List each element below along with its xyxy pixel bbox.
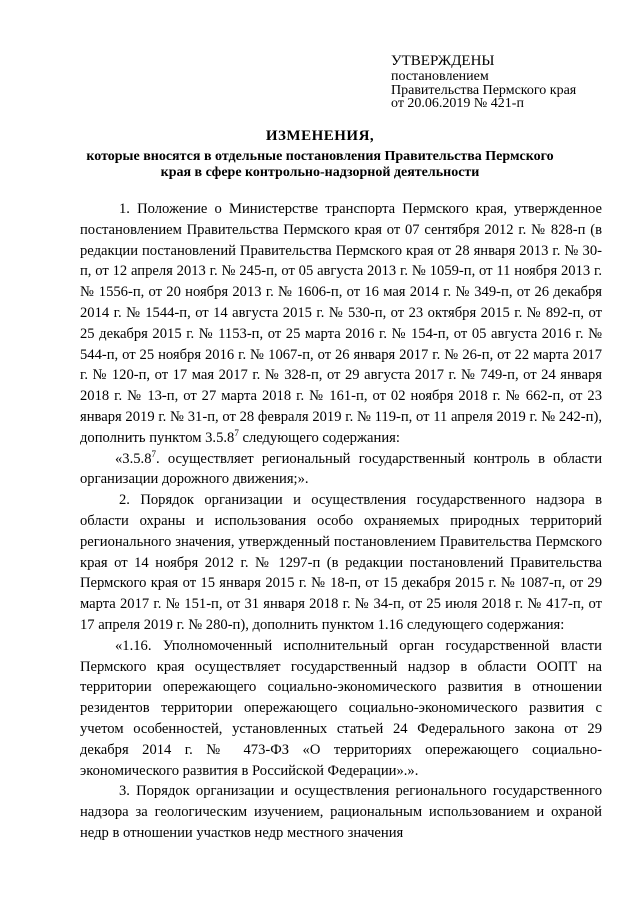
item-3-paragraph: 3. Порядок организации и осуществления регионального государственного надзора за геологическим изучением, рациональным использованием и охраной недр в отношении участков недр местного значения xyxy=(80,783,602,841)
approval-line-1: постановлением xyxy=(391,69,489,84)
item-1-text-end: следующего содержания: xyxy=(238,429,400,446)
item-2-quote: «1.16. Уполномоченный исполнительный орган государственной власти Пермского края осуществляет государственный надзор в области ООПТ на территории опережающего социально-экономического развития в отношении резидентов территории опережающего социально-экономического развития с учетом особенностей, установленных статьей 24 Федерального закона от 29 декабря 2014 г. № 473-ФЗ «О территориях опережающего социально-экономического развития в Российской Федерации».». xyxy=(80,637,602,779)
document-title: ИЗМЕНЕНИЯ, xyxy=(265,128,375,144)
item-1-text: 1. Положение о Министерстве транспорта Пермского края, утвержденное постановлением Правительства Пермского края от 07 сентября 2012 г. № 828-п (в редакции постановлений Правительства Пермского края от 28 января 2013 г. № 30-п, от 12 апреля 2013 г. № 245-п, от 05 августа 2013 г. № 1059-п, от 11 ноября 2013 г. № 1556-п, от 20 ноября 2013 г. № 1606-п, от 16 мая 2014 г. № 349-п, от 26 декабря 2014 г. № 1544-п, от 14 августа 2015 г. № 530-п, от 23 октября 2015 г. № 892-п, от 25 декабря 2015 г. № 1153-п, от 25 марта 2016 г. № 154-п, от 05 августа 2016 г. № 544-п, от 25 ноября 2016 г. № 1067-п, от 26 января 2017 г. № 26-п, от 22 марта 2017 г. № 120-п, от 17 мая 2017 г. № 328-п, от 29 августа 2017 г. № 749-п, от 24 января 2018 г. № 13-п, от 27 марта 2018 г. № 161-п, от 02 ноября 2018 г. № 662-п, от 23 января 2019 г. № 31-п, от 28 февраля 2019 г. № 119-п, от 11 апреля 2019 г. № 242-п), дополнить пунктом 3.5.8 xyxy=(80,201,602,446)
item-1-paragraph xyxy=(80,199,602,449)
item-1-superscript: 7 xyxy=(234,427,239,438)
approval-line-2: Правительства Пермского края xyxy=(391,82,577,98)
item-2-paragraph: 2. Порядок организации и осуществления государственного надзора в области охраны и использования особо охраняемых природных территорий регионального значения, утвержденный постановлением Правительства Пермского края от 14 ноября 2012 г. № 1297-п (в редакции постановлений Правительства Пермского края от 15 января 2015 г. № 18-п, от 15 декабря 2015 г. № 1087-п, от 29 марта 2017 г. № 151-п, от 31 января 2018 г. № 34-п, от 25 июля 2018 г. № 417-п, от 17 апреля 2019 г. № 280-п), дополнить пунктом 1.16 следующего содержания: xyxy=(80,492,602,633)
item-1-quote-start: «3.5.8 xyxy=(115,450,152,467)
document-subtitle: которые вносятся в отдельные постановления Правительства Пермского края в сфере контрольно-надзорной деятельности xyxy=(86,149,554,180)
item-1-quote xyxy=(80,449,602,491)
item-1-quote-superscript: 7 xyxy=(151,448,156,459)
approval-stamp xyxy=(391,54,631,111)
approval-heading: УТВЕРЖДЕНЫ xyxy=(391,53,495,69)
approval-line-3: от 20.06.2019 № 421-п xyxy=(391,96,524,112)
item-1-quote-text: . осуществляет региональный государственный контроль в области организации дорожного движения;». xyxy=(80,450,602,488)
document-body xyxy=(80,199,602,844)
